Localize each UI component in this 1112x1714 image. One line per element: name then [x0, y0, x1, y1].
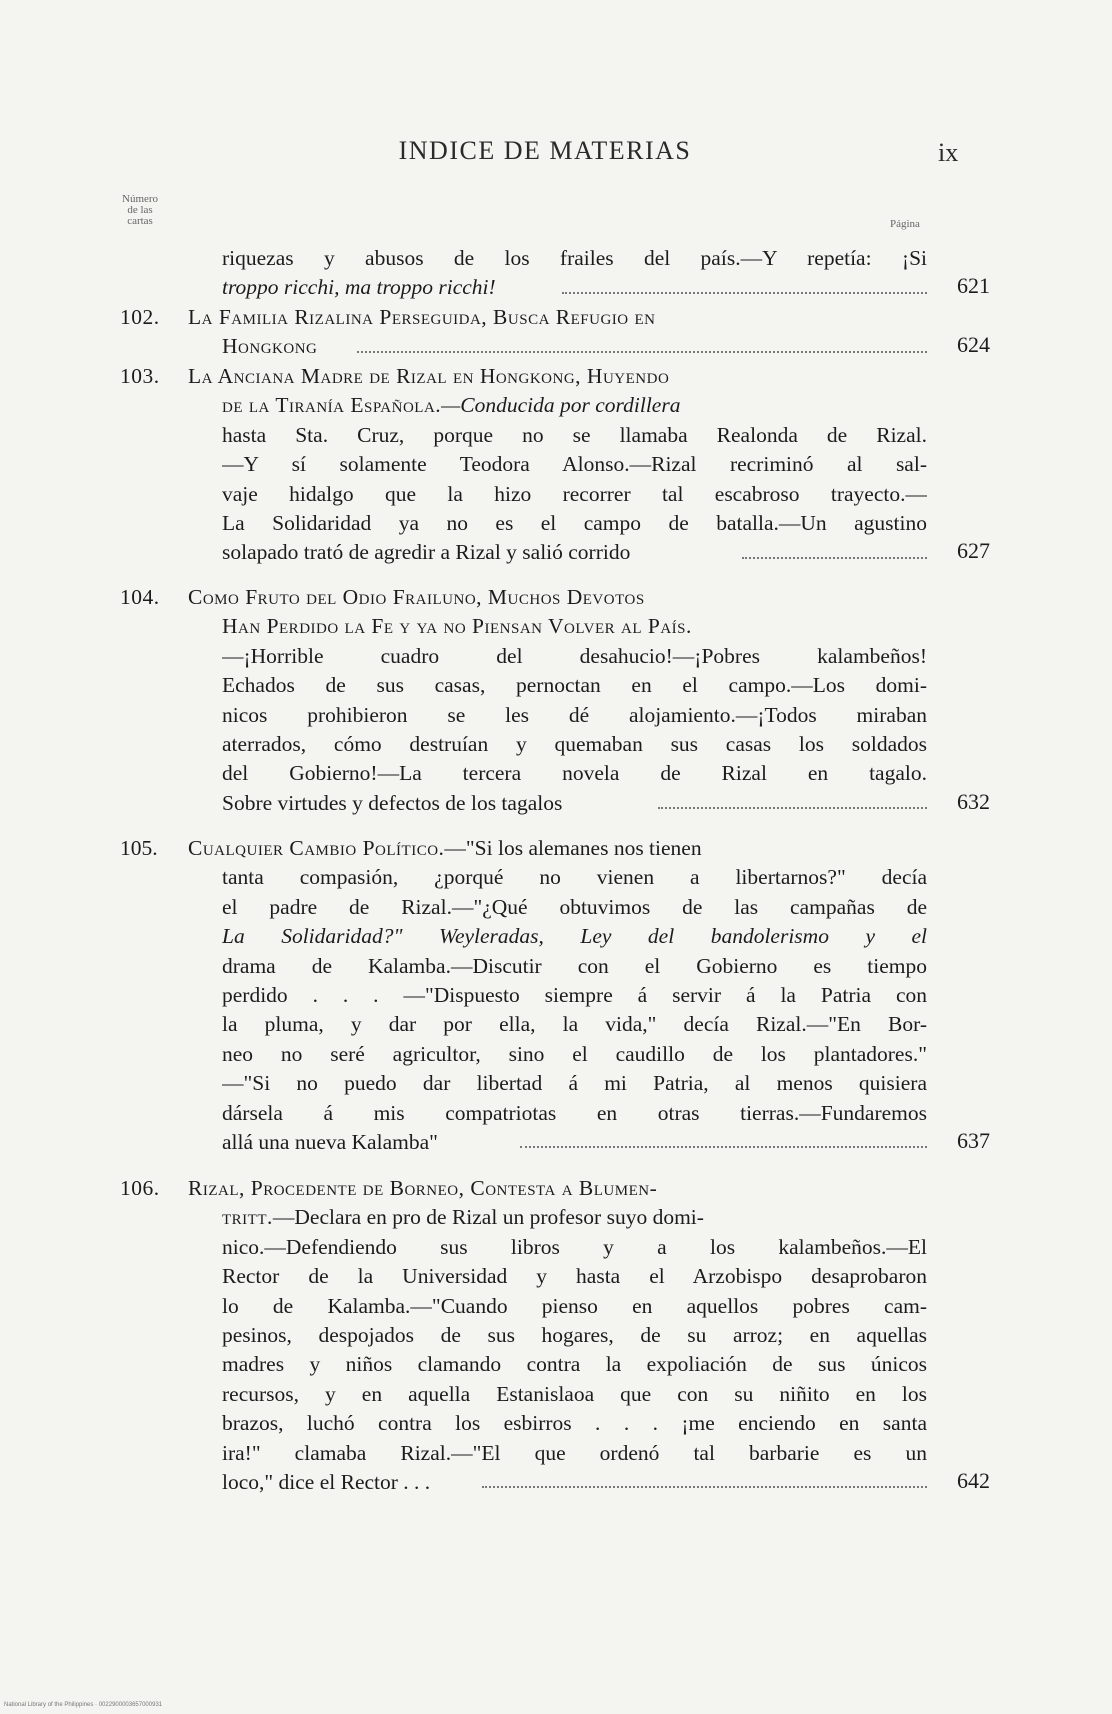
page-folio: ix	[938, 138, 959, 167]
leader-dots	[562, 292, 927, 294]
entry-heading-line: Hongkong	[222, 332, 927, 361]
leader-dots	[742, 557, 927, 559]
entry-text-line: troppo ricchi, ma troppo ricchi!	[222, 273, 927, 302]
entry-text-line: dársela á mis compatriotas en otras tierras.—Fundaremos	[222, 1100, 927, 1125]
entry-text-line: loco," dice el Rector . . .	[222, 1468, 927, 1497]
entry-text-line: vaje hidalgo que la hizo recorrer tal escabroso trayecto.—	[222, 481, 927, 506]
entry-number: 105.	[120, 836, 158, 860]
entry-text-line: ira!" clamaba Rizal.—"El que ordenó tal barbarie es un	[222, 1440, 927, 1465]
entry-text-line: nicos prohibieron se les dé alojamiento.—¡Todos miraban	[222, 702, 927, 727]
entry-text-line: de la Tiranía Española.—Conducida por cordillera	[222, 393, 681, 418]
footer-credit: National Library of the Philippines · 0022900003657000931	[4, 1702, 163, 1708]
running-title: INDICE DE MATERIAS	[398, 136, 692, 165]
entry-text-line: hasta Sta. Cruz, porque no se llamaba Realonda de Rizal.	[222, 422, 927, 447]
page-number: 624	[957, 332, 990, 357]
entry-text-line: —¡Horrible cuadro del desahucio!—¡Pobres kalambeños!	[222, 643, 927, 668]
entry-text-line: brazos, luchó contra los esbirros . . . ¡me enciendo en santa	[222, 1411, 927, 1436]
entry-text-line: La Solidaridad ya no es el campo de batalla.—Un agustino	[222, 510, 927, 535]
entry-heading-line: 102. La Familia Rizalina Perseguida, Busca Refugio en	[120, 303, 927, 332]
entry-text-line: tanta compasión, ¿porqué no vienen a libertarnos?" decía	[222, 865, 927, 890]
entry-text-line: Echados de sus casas, pernoctan en el campo.—Los domi-	[222, 673, 927, 698]
leader-dots	[520, 1146, 927, 1148]
entry-heading-line: 105. Cualquier Cambio Político.—"Si los alemanes nos tienen	[120, 834, 927, 863]
entry-text-line: perdido . . . —"Dispuesto siempre á servir á la Patria con	[222, 982, 927, 1007]
entry-text-line: drama de Kalamba.—Discutir con el Gobierno es tiempo	[222, 953, 927, 978]
entry-heading-line: Han Perdido la Fe y ya no Piensan Volver al País.	[222, 614, 692, 639]
entry-text-line: solapado trató de agredir a Rizal y salió corrido	[222, 538, 927, 567]
entry-text-line: el padre de Rizal.—"¿Qué obtuvimos de las campañas de	[222, 894, 927, 919]
leader-dots	[357, 351, 927, 353]
entry-text-line: nico.—Defendiendo sus libros y a los kalambeños.—El	[222, 1234, 927, 1259]
entry-text-line: del Gobierno!—La tercera novela de Rizal en tagalo.	[222, 761, 927, 786]
entry-heading-line: 104. Como Fruto del Odio Frailuno, Muchos Devotos	[120, 583, 927, 612]
entry-text-line: —"Si no puedo dar libertad á mi Patria, al menos quisiera	[222, 1071, 927, 1096]
column-label-page: Página	[890, 218, 920, 230]
entry-text-line: neo no seré agricultor, sino el caudillo de los plantadores."	[222, 1041, 927, 1066]
toc-entry-103	[120, 362, 992, 568]
entry-heading-line: 106. Rizal, Procedente de Borneo, Contesta a Blumen-	[120, 1174, 927, 1203]
toc-entry-106	[120, 1174, 992, 1497]
entry-text-line: recursos, y en aquella Estanislaoa que con su niñito en los	[222, 1381, 927, 1406]
toc-entry-102	[120, 303, 992, 362]
entry-text-line: allá una nueva Kalamba"	[222, 1128, 927, 1157]
entry-heading-line: 103. La Anciana Madre de Rizal en Hongkong, Huyendo	[120, 362, 927, 391]
entry-text-line: riquezas y abusos de los frailes del país.—Y repetía: ¡Si	[222, 246, 927, 270]
entry-text-line: La Solidaridad?" Weyleradas, Ley del bandolerismo y el	[222, 924, 927, 949]
entry-text-line: lo de Kalamba.—"Cuando pienso en aquellos pobres cam-	[222, 1293, 927, 1318]
page-number: 637	[957, 1128, 990, 1153]
page-number: 627	[957, 538, 990, 563]
leader-dots	[658, 807, 927, 809]
entry-text-line: madres y niños clamando contra la expoliación de sus únicos	[222, 1352, 927, 1377]
entry-text-line: —Y sí solamente Teodora Alonso.—Rizal recriminó al sal-	[222, 452, 927, 477]
entry-number: 104.	[120, 585, 160, 609]
toc-entry-104	[120, 583, 992, 818]
toc-entry-101	[120, 244, 992, 303]
page-number: 621	[957, 273, 990, 298]
entry-text-line: aterrados, cómo destruían y quemaban sus casas los soldados	[222, 731, 927, 756]
entry-text-line: Rector de la Universidad y hasta el Arzobispo desaprobaron	[222, 1264, 927, 1289]
column-label-number: Número de las cartas	[122, 193, 159, 227]
entry-number: 102.	[120, 305, 160, 329]
entry-number: 103.	[120, 364, 160, 388]
leader-dots	[482, 1486, 927, 1488]
entry-text-line: pesinos, despojados de sus hogares, de su arroz; en aquellas	[222, 1322, 927, 1347]
toc-entry-105	[120, 834, 992, 1157]
entry-text-line: Sobre virtudes y defectos de los tagalos	[222, 789, 927, 818]
page-number: 642	[957, 1468, 990, 1493]
page-number: 632	[957, 789, 990, 814]
entry-text-line: la pluma, y dar por ella, la vida," decía Rizal.—"En Bor-	[222, 1012, 927, 1037]
entry-text-line: tritt.—Declara en pro de Rizal un profesor suyo domi-	[222, 1205, 704, 1230]
entry-number: 106.	[120, 1176, 160, 1200]
